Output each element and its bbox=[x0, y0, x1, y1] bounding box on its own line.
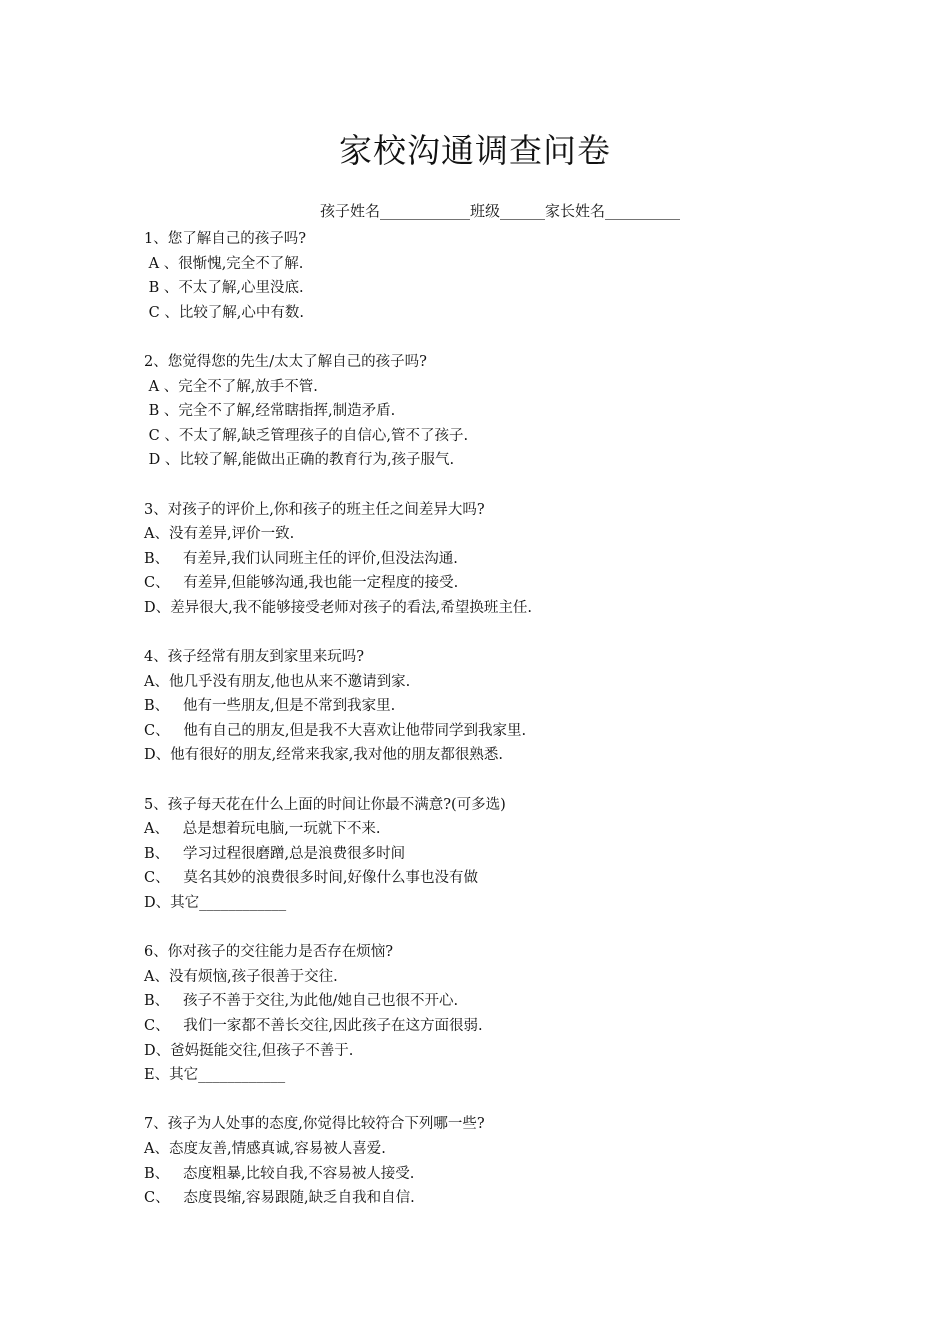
question-stem: 2、您觉得您的先生/太太了解自己的孩子吗? bbox=[144, 353, 427, 370]
question-1 bbox=[144, 227, 904, 325]
option-a: A、没有差异,评价一致. bbox=[144, 526, 295, 543]
option-a: A、没有烦恼,孩子很善于交往. bbox=[144, 968, 338, 985]
option-b: B 、不太了解,心里没底. bbox=[144, 280, 304, 297]
option-a: A 、很惭愧,完全不了解. bbox=[144, 255, 304, 272]
option-b: B、 他有一些朋友,但是不常到我家里. bbox=[144, 698, 396, 715]
respondent-info-line: 孩子姓名____________班级______家长姓名__________ bbox=[319, 202, 680, 220]
option-c: C、 有差异,但能够沟通,我也能一定程度的接受. bbox=[144, 575, 459, 592]
question-stem: 4、孩子经常有朋友到家里来玩吗? bbox=[144, 649, 364, 666]
option-e-other: E、其它____________ bbox=[144, 1067, 286, 1084]
question-stem: 3、对孩子的评价上,你和孩子的班主任之间差异大吗? bbox=[144, 501, 485, 518]
option-c: C、 我们一家都不善长交往,因此孩子在这方面很弱. bbox=[144, 1018, 483, 1034]
question-stem: 1、您了解自己的孩子吗? bbox=[144, 231, 306, 247]
option-c: C、 他有自己的朋友,但是我不大喜欢让他带同学到我家里. bbox=[144, 722, 527, 739]
option-b: B 、完全不了解,经常瞎指挥,制造矛盾. bbox=[144, 403, 396, 420]
question-stem: 7、孩子为人处事的态度,你觉得比较符合下列哪一些? bbox=[144, 1116, 485, 1133]
option-b: B、 有差异,我们认同班主任的评价,但没法沟通. bbox=[144, 550, 458, 567]
question-7 bbox=[144, 1112, 904, 1210]
question-5 bbox=[144, 793, 904, 916]
question-list bbox=[144, 227, 904, 1235]
option-d: D、爸妈挺能交往,但孩子不善于. bbox=[144, 1042, 354, 1059]
option-a: A、 总是想着玩电脑,一玩就下不来. bbox=[144, 821, 381, 838]
question-stem: 5、孩子每天花在什么上面的时间让你最不满意?(可多选) bbox=[144, 796, 506, 813]
option-a: A 、完全不了解,放手不管. bbox=[144, 378, 318, 395]
option-d: D、他有很好的朋友,经常来我家,我对他的朋友都很熟悉. bbox=[144, 747, 503, 764]
option-d: D 、比较了解,能做出正确的教育行为,孩子服气. bbox=[144, 452, 455, 469]
option-b: B、 学习过程很磨蹭,总是浪费很多时间 bbox=[144, 845, 406, 862]
question-6 bbox=[144, 940, 904, 1088]
question-4 bbox=[144, 645, 904, 768]
option-c: C 、不太了解,缺乏管理孩子的自信心,管不了孩子. bbox=[144, 427, 469, 444]
document-title: 家校沟通调查问卷 bbox=[339, 131, 611, 170]
option-d: D、差异很大,我不能够接受老师对孩子的看法,希望换班主任. bbox=[144, 599, 532, 616]
question-2 bbox=[144, 350, 904, 473]
option-c: C 、比较了解,心中有数. bbox=[144, 304, 305, 321]
option-c: C、 莫名其妙的浪费很多时间,好像什么事也没有做 bbox=[144, 870, 479, 887]
option-c: C、 态度畏缩,容易跟随,缺乏自我和自信. bbox=[144, 1190, 415, 1207]
option-d-other: D、其它____________ bbox=[144, 895, 287, 912]
option-b: B、 态度粗暴,比较自我,不容易被人接受. bbox=[144, 1165, 415, 1182]
option-a: A、态度友善,情感真诚,容易被人喜爱. bbox=[144, 1140, 386, 1157]
question-3 bbox=[144, 498, 904, 621]
question-stem: 6、你对孩子的交往能力是否存在烦恼? bbox=[144, 944, 393, 961]
option-a: A、他几乎没有朋友,他也从来不邀请到家. bbox=[144, 673, 411, 690]
option-b: B、 孩子不善于交往,为此他/她自己也很不开心. bbox=[144, 993, 459, 1010]
